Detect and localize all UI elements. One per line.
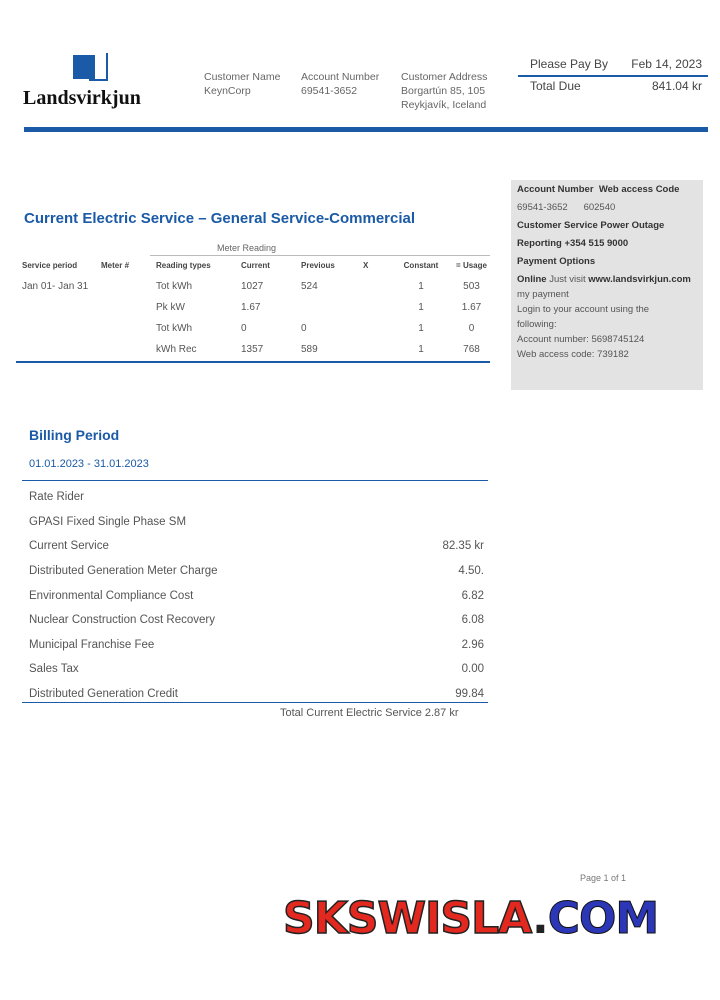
table-cell: Pk kW [156, 302, 185, 313]
sidebar-service-line2: Reporting +354 515 9000 [517, 238, 629, 249]
payment-summary [518, 55, 708, 95]
table-cell: 1 [418, 302, 424, 313]
table-cell: 0 [468, 323, 475, 334]
customer-name-value: KeynCorp [204, 85, 251, 97]
table-cell [101, 299, 156, 320]
table-cell: 768 [463, 344, 480, 355]
header-divider [24, 127, 708, 132]
table-cell: 1027 [241, 281, 264, 292]
sidebar-service-line1: Customer Service Power Outage [517, 220, 665, 231]
table-cell: kWh Rec [156, 344, 197, 355]
meter-table [22, 259, 492, 362]
table-cell: Jan 01- Jan 31 [22, 281, 89, 292]
list-item [29, 583, 484, 608]
billing-total: Total Current Electric Service 2.87 kr [280, 707, 459, 719]
sidebar-payment-options: Payment Options [517, 256, 596, 267]
billing-item-value: 4.50. [458, 565, 484, 578]
table-cell: 524 [301, 281, 318, 292]
table-row [22, 320, 492, 341]
sidebar-login: Login to your account using the [517, 304, 650, 315]
table-cell: 1 [418, 323, 424, 334]
billing-item-value: 6.82 [461, 589, 484, 602]
meter-reading-label: Meter Reading [217, 243, 277, 253]
table-cell [301, 299, 363, 320]
billing-top-divider [22, 480, 488, 481]
table-cell [101, 320, 156, 341]
sidebar-web-code-value: 602540 [583, 202, 616, 213]
account-number-label: Account Number [301, 71, 380, 83]
list-item [29, 633, 484, 658]
table-cell: 1 [418, 281, 424, 292]
total-due-label: Total Due [530, 79, 581, 93]
sidebar-web-code-label: Web access Code [598, 184, 680, 195]
table-cell [101, 278, 156, 299]
sidebar-online-prefix: Online [517, 274, 547, 285]
col-previous: Previous [301, 261, 335, 270]
table-cell [363, 341, 391, 362]
col-current: Current [241, 261, 270, 270]
pay-by-label: Please Pay By [530, 57, 609, 71]
table-cell: Tot kWh [156, 323, 193, 334]
table-cell: Tot kWh [156, 281, 193, 292]
col-multiplier: X [363, 261, 369, 270]
billing-item-label: Sales Tax [29, 663, 79, 676]
total-due-value: 841.04 kr [651, 79, 702, 93]
customer-name-block [204, 70, 280, 98]
table-cell: 503 [463, 281, 480, 292]
billing-item-label: Nuclear Construction Cost Recovery [29, 614, 215, 627]
account-number-block [301, 70, 379, 98]
table-cell: 1 [418, 344, 424, 355]
table-cell [363, 278, 391, 299]
customer-address-label: Customer Address [401, 71, 488, 83]
total-due-row [518, 77, 708, 95]
table-cell [363, 299, 391, 320]
table-cell [363, 320, 391, 341]
billing-item-value: 99.84 [455, 688, 484, 701]
customer-address-line2: Reykjavík, Iceland [401, 99, 487, 111]
table-cell [22, 341, 101, 362]
list-item [29, 559, 484, 584]
table-cell [22, 299, 101, 320]
billing-bottom-divider [22, 702, 488, 703]
sidebar-online-url[interactable]: www.landsvirkjun.com [588, 274, 691, 285]
sidebar-online-text: Just visit [546, 274, 589, 285]
table-row [22, 299, 492, 320]
table-cell [22, 320, 101, 341]
billing-period-title: Billing Period [29, 427, 120, 443]
company-logo-text: Landsvirkjun [23, 87, 141, 109]
billing-item-label: Distributed Generation Credit [29, 688, 178, 701]
billing-item-value: 0.00 [461, 663, 484, 676]
list-item [29, 608, 484, 633]
list-item [29, 485, 484, 510]
list-item [29, 534, 484, 559]
sidebar-following: following: [517, 319, 557, 330]
table-row [22, 278, 492, 299]
billing-item-label: Current Service [29, 540, 109, 553]
billing-item-label: Municipal Franchise Fee [29, 638, 155, 651]
billing-item-label: Distributed Generation Meter Charge [29, 565, 218, 578]
meter-reading-divider [150, 255, 490, 256]
pay-by-row [518, 55, 708, 73]
watermark-dot: . [531, 893, 548, 944]
pay-by-value: Feb 14, 2023 [631, 57, 702, 71]
customer-address-line1: Borgartún 85, 105 [401, 85, 486, 97]
billing-item-value: 82.35 kr [442, 540, 484, 553]
billing-item-label: GPASI Fixed Single Phase SM [29, 515, 187, 528]
billing-period-dates: 01.01.2023 - 31.01.2023 [29, 458, 149, 470]
account-info-sidebar [511, 180, 703, 390]
electric-service-divider [16, 361, 490, 363]
billing-item-label: Environmental Compliance Cost [29, 589, 194, 602]
sidebar-web-access-code: Web access code: 739182 [517, 349, 629, 360]
col-reading-types: Reading types [156, 261, 211, 270]
table-cell: 1.67 [241, 302, 261, 313]
watermark [283, 893, 658, 944]
meter-table-header [22, 259, 492, 278]
table-cell: 1.67 [461, 302, 482, 313]
table-cell: 1357 [241, 344, 264, 355]
sidebar-my-payment: my payment [517, 289, 569, 300]
table-cell [101, 341, 156, 362]
sidebar-account-label: Account Number [517, 184, 594, 195]
account-number-value: 69541-3652 [301, 85, 358, 97]
list-item [29, 657, 484, 682]
billing-item-label: Rate Rider [29, 491, 84, 504]
page-number: Page 1 of 1 [580, 873, 627, 883]
col-constant: Constant [403, 261, 439, 270]
electric-service-title: Current Electric Service – General Service-Commercial [24, 210, 416, 227]
billing-item-value: 2.96 [461, 638, 484, 651]
watermark-part2: COM [547, 893, 659, 944]
watermark-part1: SKSWISLA [283, 893, 532, 944]
customer-address-block [401, 70, 487, 112]
list-item [29, 510, 484, 535]
billing-items [29, 485, 484, 706]
table-cell: 589 [301, 344, 318, 355]
table-row [22, 341, 492, 362]
col-usage: = Usage [456, 261, 487, 270]
table-cell: 0 [241, 323, 247, 334]
logo-mark-icon [73, 53, 108, 82]
sidebar-account-value: 69541-3652 [517, 202, 568, 213]
col-meter-number: Meter # [101, 261, 130, 270]
table-cell: 0 [301, 323, 307, 334]
billing-item-value: 6.08 [461, 614, 484, 627]
sidebar-account-number: Account number: 5698745124 [517, 334, 645, 345]
customer-name-label: Customer Name [204, 71, 281, 83]
col-service-period: Service period [22, 261, 78, 270]
